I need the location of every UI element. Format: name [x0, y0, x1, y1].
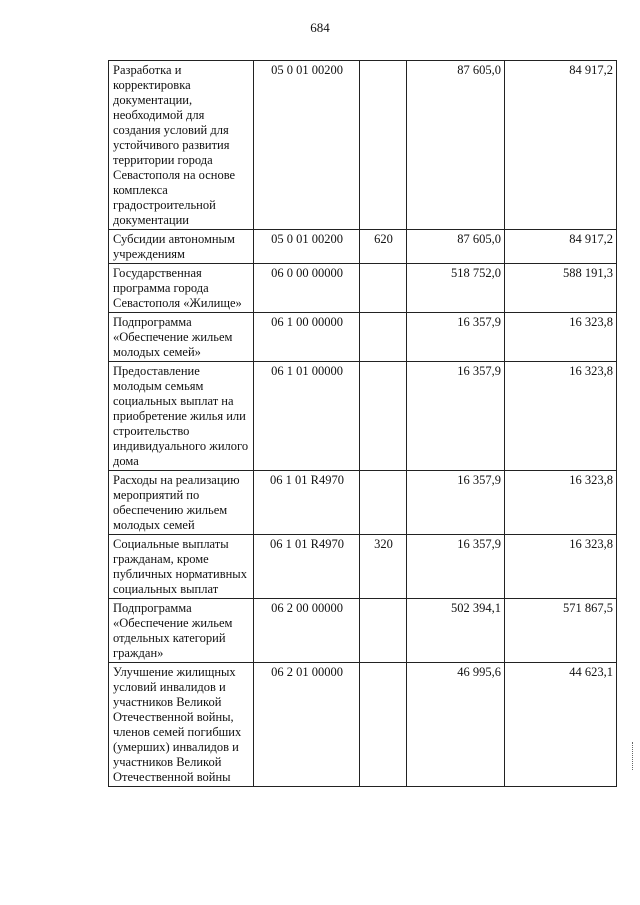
- row-value-2: 571 867,5: [505, 599, 617, 663]
- row-type: [360, 599, 407, 663]
- row-code: 06 1 01 R4970: [254, 535, 360, 599]
- row-value-2: 84 917,2: [505, 61, 617, 230]
- row-value-1: 518 752,0: [407, 264, 505, 313]
- row-value-2: 16 323,8: [505, 471, 617, 535]
- row-value-1: 87 605,0: [407, 230, 505, 264]
- row-name: Разработка и корректировка документации, необходимой для создания условий для устойчивого развития территории города Севастополя на основе комплекса градостроительной документации: [109, 61, 254, 230]
- row-name: Предоставление молодым семьям социальных выплат на приобретение жилья или строительство индивидуального жилого дома: [109, 362, 254, 471]
- row-code: 06 1 01 R4970: [254, 471, 360, 535]
- row-type: 620: [360, 230, 407, 264]
- scan-margin-mark: [632, 742, 635, 770]
- row-name: Государственная программа города Севастополя «Жилище»: [109, 264, 254, 313]
- row-name: Социальные выплаты гражданам, кроме публичных нормативных социальных выплат: [109, 535, 254, 599]
- row-type: [360, 313, 407, 362]
- table-row: [109, 362, 617, 471]
- budget-table: [108, 60, 617, 787]
- table-row: [109, 61, 617, 230]
- table-row: [109, 535, 617, 599]
- row-type: [360, 61, 407, 230]
- page-number: 684: [310, 20, 330, 35]
- row-code: 06 2 00 00000: [254, 599, 360, 663]
- row-value-1: 87 605,0: [407, 61, 505, 230]
- row-type: [360, 471, 407, 535]
- row-value-1: 16 357,9: [407, 535, 505, 599]
- table-row: [109, 599, 617, 663]
- row-value-1: 502 394,1: [407, 599, 505, 663]
- row-value-1: 16 357,9: [407, 313, 505, 362]
- row-value-2: 588 191,3: [505, 264, 617, 313]
- row-type: [360, 362, 407, 471]
- row-name: Расходы на реализацию мероприятий по обеспечению жильем молодых семей: [109, 471, 254, 535]
- row-value-2: 16 323,8: [505, 362, 617, 471]
- table-row: [109, 313, 617, 362]
- table-row: [109, 264, 617, 313]
- row-name: Улучшение жилищных условий инвалидов и участников Великой Отечественной войны, членов семей погибших (умерших) инвалидов и участников Великой Отечественной войны: [109, 663, 254, 787]
- row-code: 06 1 01 00000: [254, 362, 360, 471]
- row-value-2: 16 323,8: [505, 313, 617, 362]
- row-type: [360, 264, 407, 313]
- row-value-2: 44 623,1: [505, 663, 617, 787]
- row-code: 06 0 00 00000: [254, 264, 360, 313]
- table-row: [109, 663, 617, 787]
- row-code: 05 0 01 00200: [254, 61, 360, 230]
- row-type: 320: [360, 535, 407, 599]
- row-value-2: 84 917,2: [505, 230, 617, 264]
- row-value-1: 16 357,9: [407, 471, 505, 535]
- row-code: 06 1 00 00000: [254, 313, 360, 362]
- row-value-1: 46 995,6: [407, 663, 505, 787]
- row-name: Субсидии автономным учреждениям: [109, 230, 254, 264]
- table-row: [109, 230, 617, 264]
- row-value-2: 16 323,8: [505, 535, 617, 599]
- row-name: Подпрограмма «Обеспечение жильем отдельных категорий граждан»: [109, 599, 254, 663]
- row-name: Подпрограмма «Обеспечение жильем молодых семей»: [109, 313, 254, 362]
- row-type: [360, 663, 407, 787]
- row-code: 05 0 01 00200: [254, 230, 360, 264]
- table-row: [109, 471, 617, 535]
- row-code: 06 2 01 00000: [254, 663, 360, 787]
- row-value-1: 16 357,9: [407, 362, 505, 471]
